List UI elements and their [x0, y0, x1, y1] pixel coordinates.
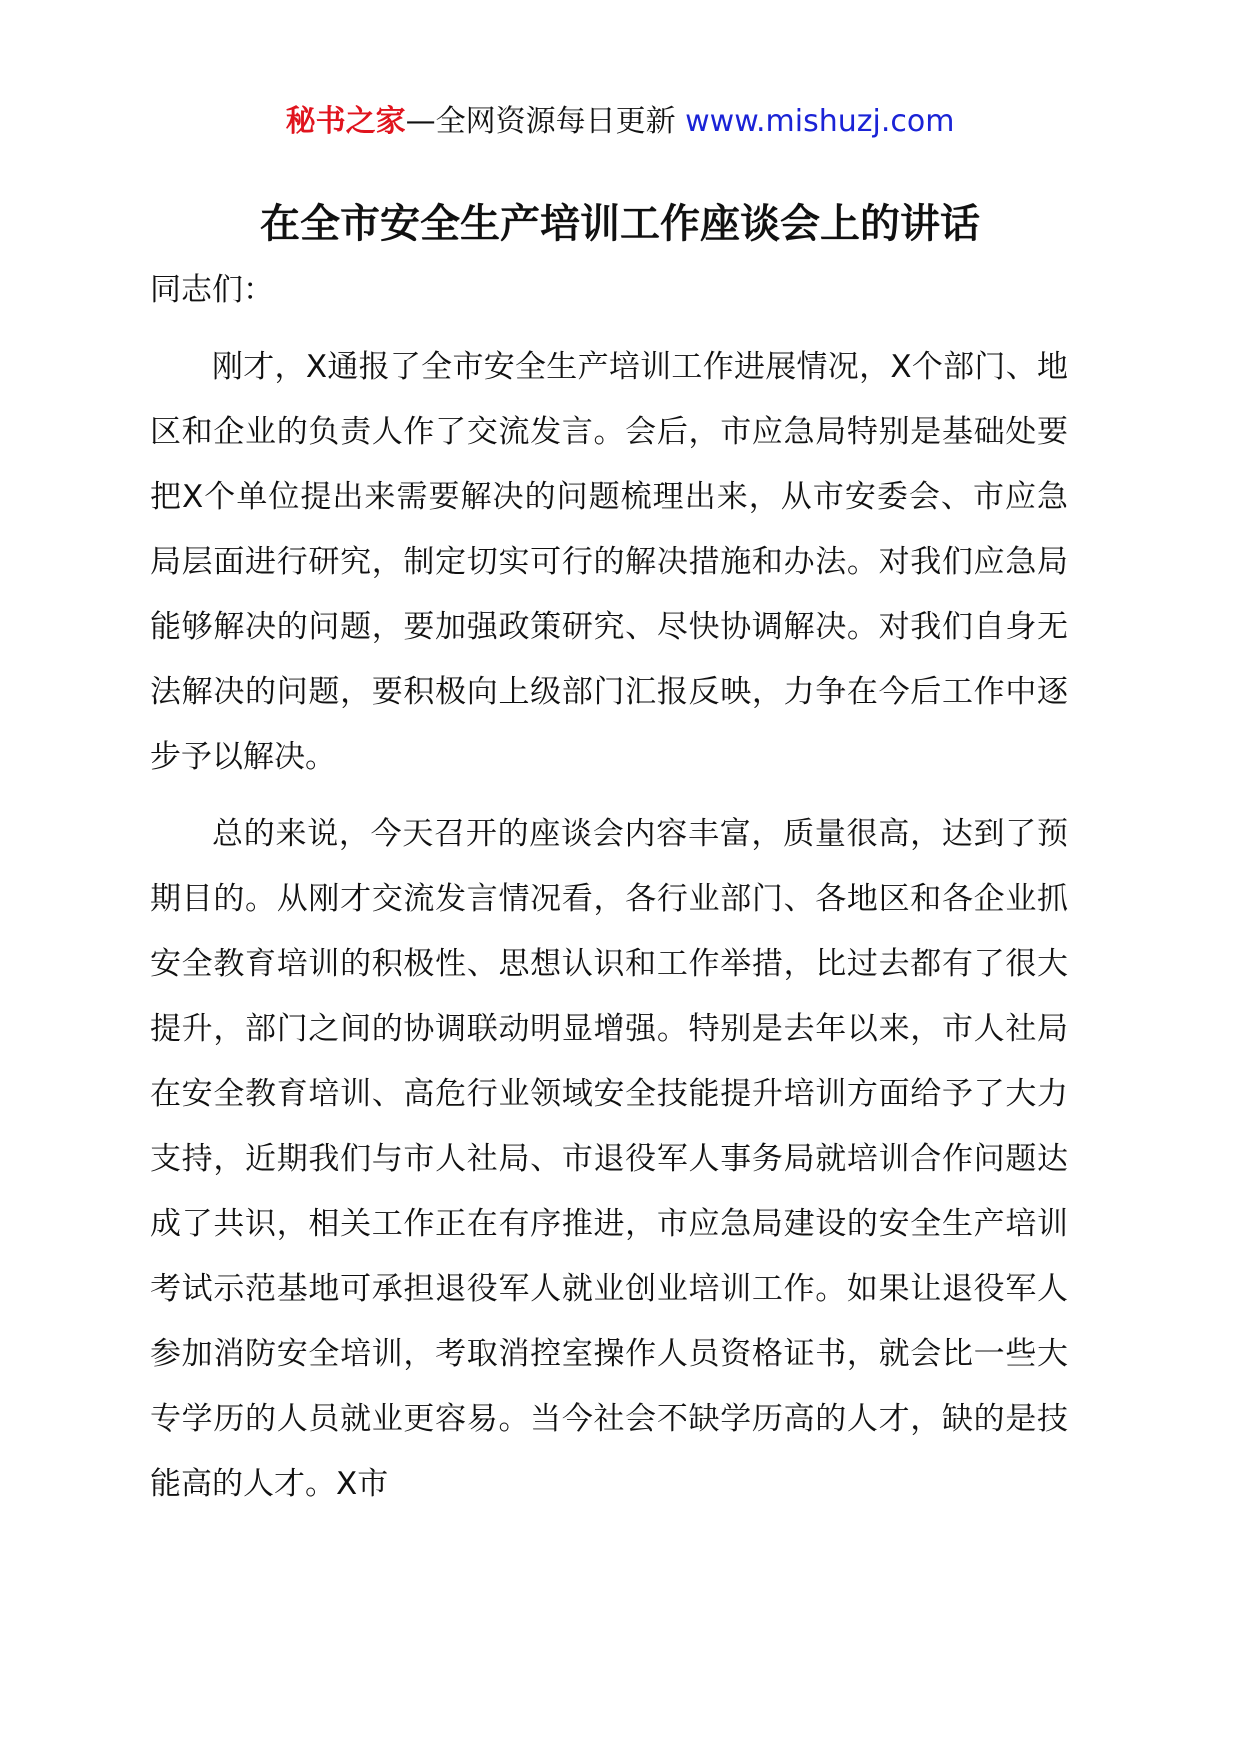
paragraph-1: 刚才，X通报了全市安全生产培训工作进展情况，X个部门、地区和企业的负责人作了交流发言。会后，市应急局特别是基础处要把X个单位提出来需要解决的问题梳理出来，从市安委会、市应急局层面进行研究，制定切实可行的解决措施和办法。对我们应急局能够解决的问题，要加强政策研究、尽快协调解决。对我们自身无法解决的问题，要积极向上级部门汇报反映，力争在今后工作中逐步予以解决。 [150, 349, 1068, 775]
brand-name: 秘书之家 [285, 104, 406, 139]
site-url-link[interactable]: www.mishuzj.com [685, 104, 955, 139]
paragraph-2: 总的来说，今天召开的座谈会内容丰富，质量很高，达到了预期目的。从刚才交流发言情况看，各行业部门、各地区和各企业抓安全教育培训的积极性、思想认识和工作举措，比过去都有了很大提升，部门之间的协调联动明显增强。特别是去年以来，市人社局在安全教育培训、高危行业领域安全技能提升培训方面给予了大力支持，近期我们与市人社局、市退役军人事务局就培训合作问题达成了共识，相关工作正在有序推进，市应急局建设的安全生产培训考试示范基地可承担退役军人就业创业培训工作。如果让退役军人参加消防安全培训，考取消控室操作人员资格证书，就会比一些大专学历的人员就业更容易。当今社会不缺学历高的人才，缺的是技能高的人才。X市 [150, 816, 1068, 1502]
site-header [0, 102, 1240, 142]
salutation: 同志们： [150, 272, 274, 308]
document-body [150, 258, 1068, 1529]
document-title: 在全市安全生产培训工作座谈会上的讲话 [260, 201, 980, 247]
header-tagline: —全网资源每日更新 [405, 104, 686, 139]
